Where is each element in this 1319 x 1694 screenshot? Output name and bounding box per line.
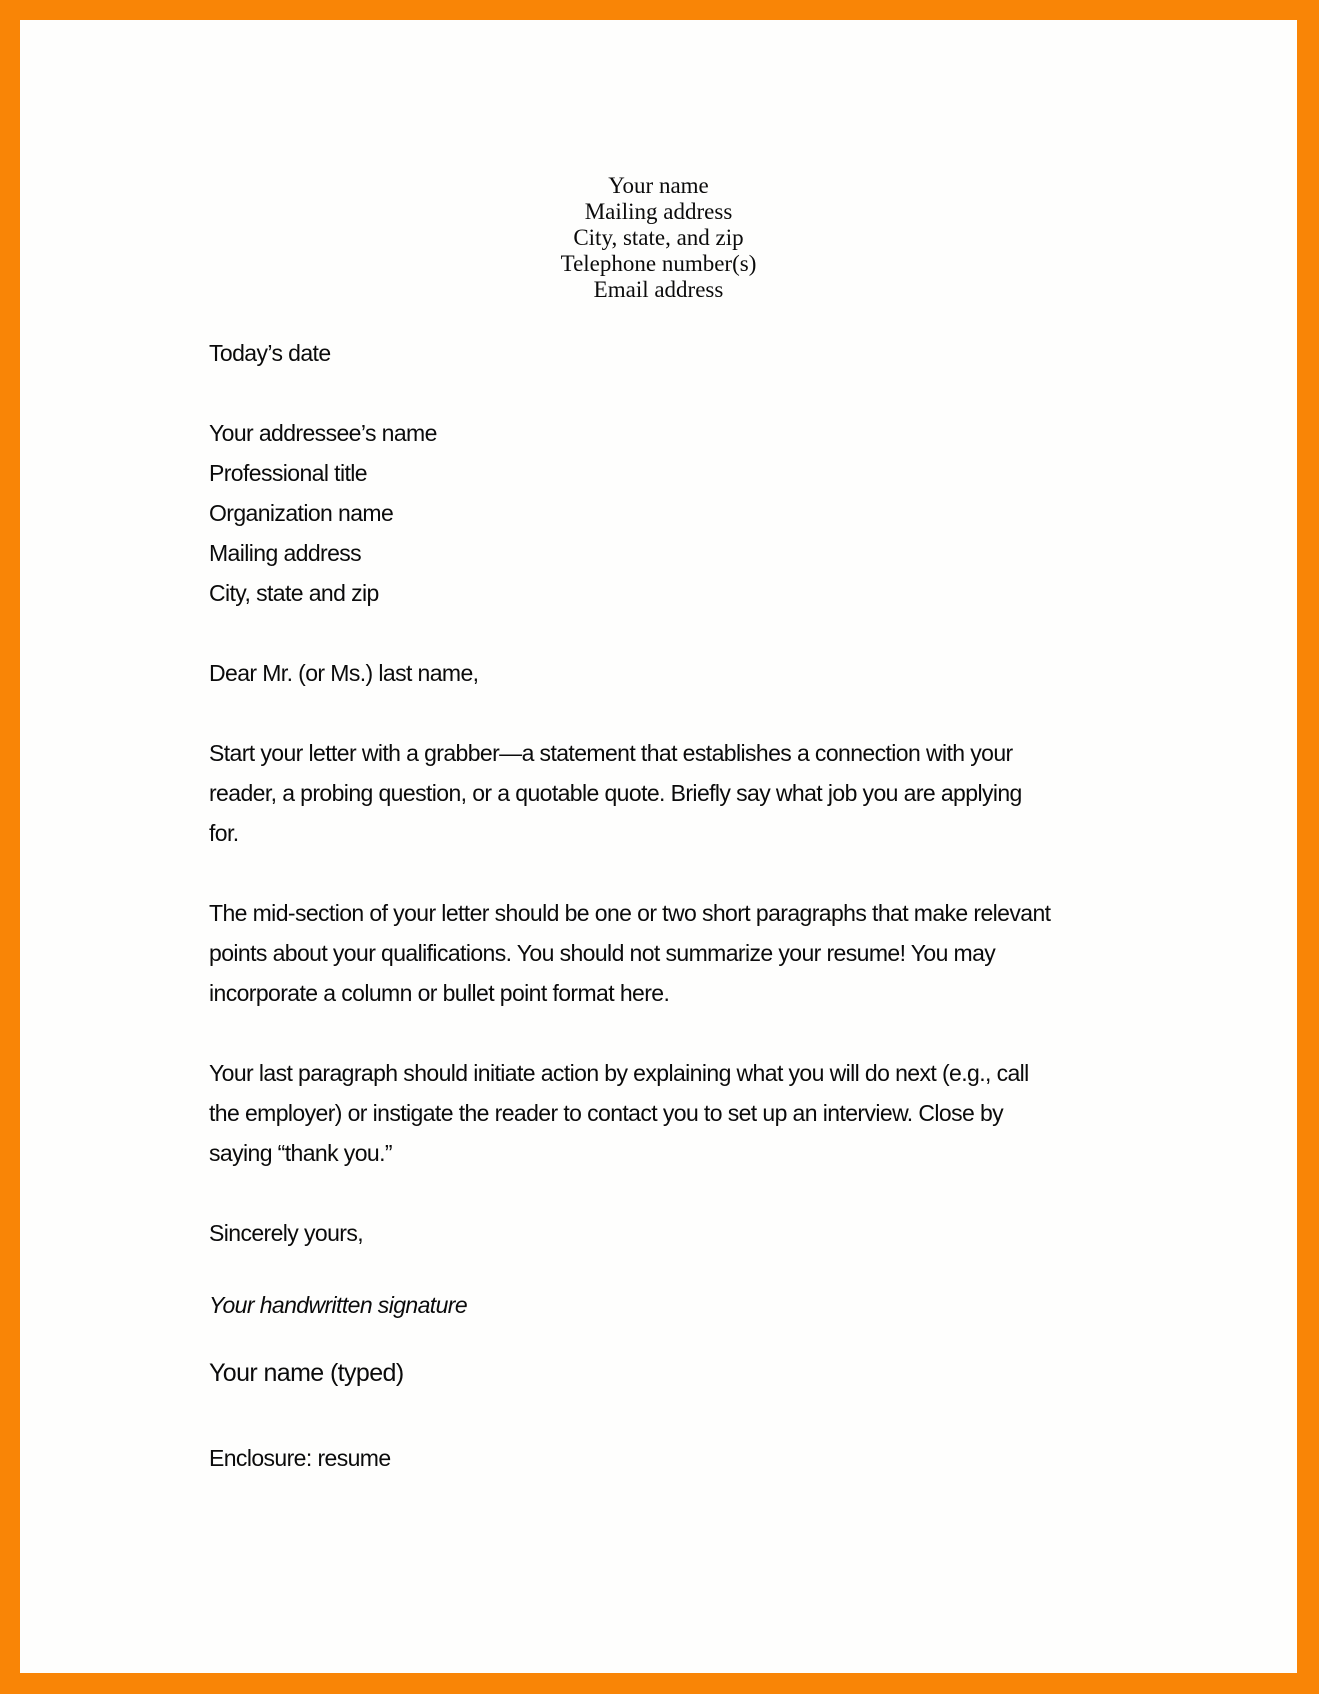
sender-city-state-zip: City, state, and zip [573, 225, 744, 250]
recipient-block [209, 413, 1237, 613]
paragraph-midsection-line-2: points about your qualifications. You should not summarize your resume! You may [209, 940, 996, 966]
date-line: Today’s date [209, 340, 331, 366]
paragraph-closing [209, 1053, 1237, 1173]
paragraph-opening [209, 733, 1237, 853]
enclosure-line: Enclosure: resume [209, 1445, 391, 1471]
paragraph-midsection [209, 893, 1237, 1013]
salutation-line: Dear Mr. (or Ms.) last name, [209, 660, 479, 686]
typed-name-line: Your name (typed) [209, 1359, 404, 1387]
paragraph-closing-line-1: Your last paragraph should initiate action by explaining what you will do next (e.g., call [209, 1060, 1029, 1086]
sender-block [20, 20, 1297, 303]
sender-mailing-address: Mailing address [584, 199, 733, 224]
paragraph-opening-line-3: for. [209, 820, 239, 846]
paragraph-opening-line-2: reader, a probing question, or a quotable quote. Briefly say what job you are applying [209, 780, 1022, 806]
paragraph-midsection-line-3: incorporate a column or bullet point format here. [209, 980, 670, 1006]
sender-email: Email address [593, 277, 724, 302]
sender-name: Your name [608, 173, 709, 198]
handwritten-signature-placeholder: Your handwritten signature [209, 1292, 468, 1318]
sender-telephone: Telephone number(s) [560, 251, 757, 276]
letter-body [20, 333, 1297, 1478]
recipient-mailing-address: Mailing address [209, 540, 362, 566]
recipient-name: Your addressee’s name [209, 420, 437, 446]
recipient-city-state-zip: City, state and zip [209, 580, 379, 606]
paragraph-closing-line-2: the employer) or instigate the reader to contact you to set up an interview. Close by [209, 1100, 1004, 1126]
valediction-line: Sincerely yours, [209, 1220, 364, 1246]
cover-letter-document [20, 20, 1297, 1673]
paragraph-midsection-line-1: The mid-section of your letter should be one or two short paragraphs that make relevant [209, 900, 1051, 926]
paragraph-opening-line-1: Start your letter with a grabber—a statement that establishes a connection with your [209, 740, 1013, 766]
recipient-title: Professional title [209, 460, 367, 486]
paragraph-closing-line-3: saying “thank you.” [209, 1140, 392, 1166]
recipient-organization: Organization name [209, 500, 394, 526]
